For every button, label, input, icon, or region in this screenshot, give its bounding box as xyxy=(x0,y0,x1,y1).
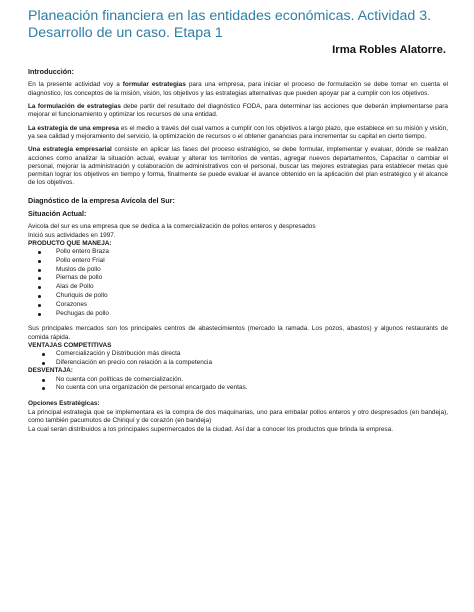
list-item: Diferenciación en precio con relación a la competencia xyxy=(28,359,448,368)
situacion-heading: Situación Actual: xyxy=(28,209,87,218)
bold-term: La formulación de estrategias xyxy=(28,102,121,110)
list-item: Pollo entero Frial xyxy=(28,257,448,266)
bold-term: La estrategia de una empresa xyxy=(28,124,119,132)
productos-heading: PRODUCTO QUE MANEJA: xyxy=(28,239,112,247)
desventajas-list xyxy=(28,376,448,393)
list-item: Churiquis de pollo xyxy=(28,292,448,301)
list-item: Pollo entero Braza xyxy=(28,248,448,257)
text-run: debe partir del resultado del diagnóstico FODA, para determinar las acciones que deberán implementarse para mejorar el funcionamiento y optimizar los recursos de una entidad. xyxy=(28,102,448,119)
opciones-paragraph-2: La cual serán distribuidos a los principales supermercados de la ciudad. Así dar a conocer los productos que brinda la empresa. xyxy=(28,425,393,433)
situacion-line-1: Avicola del sur es una empresa que se dedica a la comercialización de pollos enteros y despresados xyxy=(28,223,316,231)
document-title: Planeación financiera en las entidades económicas. Actividad 3. Desarrollo de un caso. Etapa 1 xyxy=(28,8,432,41)
mercados-paragraph: Sus principales mercados son los principales centros de abastecimientos (mercado la ramada. Los pozos, abastos) y algunos restaurants de comida rápida. xyxy=(28,325,448,341)
productos-list xyxy=(28,248,448,318)
list-item: Alas de Pollo xyxy=(28,283,448,292)
bold-term: Una estrategia empresarial xyxy=(28,146,112,154)
author-name: Irma Robles Alatorre. xyxy=(332,44,446,56)
list-item: No cuenta con políticas de comercialización. xyxy=(28,376,448,385)
document-body xyxy=(28,68,448,434)
list-item: Pechugas de pollo xyxy=(28,310,448,319)
text-run: para una empresa, para iniciar el proceso de formulación se debe tomar en cuenta el diagnostico, los conceptos de la misión, visión, los objetivos y las estrategias alternativas que pueden apoyar par a cumplir con los objetivos. xyxy=(28,81,448,97)
text-run: es el medio a través del cual vamos a cumplir con los objetivos a largo plazo, que establece en su misión y visión, ya sea calidad y mejoramiento del servicio, la optimización de recursos o el obtener ganancias para incrementar su capital en cierto tiempo. xyxy=(28,124,448,140)
opciones-paragraph-1: La principal estrategia que se implementara es la compra de dos maquinarias, uno para embalar pollos enteros y otro despresados (en bandeja), como también pacumutos de Chiriquí y de corazón (en bandeja) xyxy=(28,409,448,425)
diagnostico-heading: Diagnóstico de la empresa Avícola del Sur: xyxy=(28,195,175,205)
bold-term: formular estrategias xyxy=(122,81,186,89)
list-item: Corazones xyxy=(28,301,448,310)
intro-paragraph-3 xyxy=(28,125,448,142)
ventajas-list xyxy=(28,350,448,367)
ventajas-heading: VENTAJAS COMPETITIVAS xyxy=(28,341,112,349)
situacion-line-2: Inició sus actividades en 1997. xyxy=(28,231,116,239)
list-item: No cuenta con una organización de personal encargado de ventas. xyxy=(28,384,448,393)
intro-paragraph-4 xyxy=(28,146,448,187)
opciones-heading: Opciones Estratégicas: xyxy=(28,399,100,407)
text-run: consiste en aplicar las fases del proceso estratégico, se debe formular, implementar y evaluar, dónde se realizan acciones como analizar la situación actual, evaluar y alterar los territorios de ventas, agregar nuevos departamentos, Capacitar o cambiar el personal, mejorar la administración y colaboración de administrativos con el personal, buscar las mejores estrategias para establecer metas que permitan lograr los objetivos en tiempo y forma, finalmente se puede evaluar el avance obtenido en la aplicación del plan estratégico y el alcance de los objetivos. xyxy=(28,146,448,187)
intro-paragraph-2 xyxy=(28,103,448,120)
text-run: En la presente actividad voy a xyxy=(28,81,123,89)
intro-heading: Introducción: xyxy=(28,67,74,76)
list-item: Comercialización y Distribución más directa xyxy=(28,350,448,359)
intro-paragraph-1 xyxy=(28,81,448,98)
list-item: Piernas de pollo xyxy=(28,274,448,283)
desventajas-heading: DESVENTAJA: xyxy=(28,367,73,375)
list-item: Muslos de pollo xyxy=(28,266,448,275)
